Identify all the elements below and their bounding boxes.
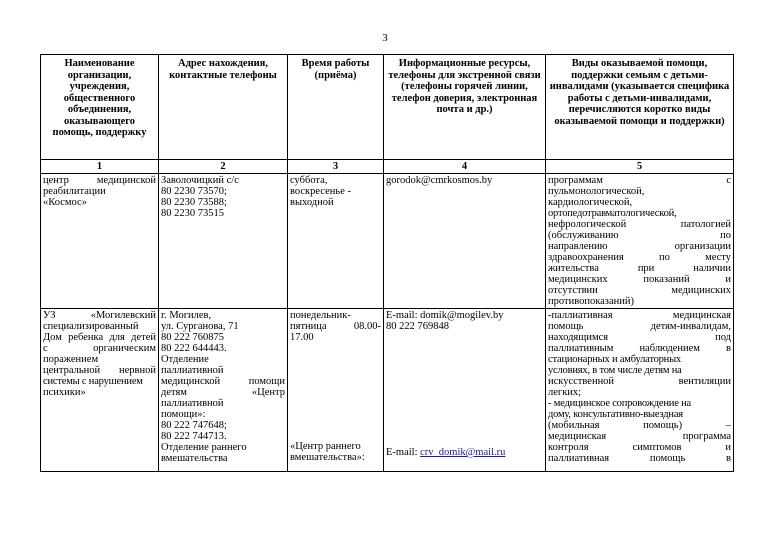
help-line: пульмонологической, [548, 186, 645, 197]
help-line: отсутствии медицинских [548, 285, 731, 296]
header-hours: Время работы (приёма) [288, 55, 384, 160]
help-line: (мобильная помощь) – [548, 420, 731, 431]
header-info-resources: Информационные ресурсы, телефоны для экстренной связи (телефоны горячей линии, телефон доверия, электронная почта и др.) [384, 55, 546, 160]
org-line: психики» [43, 387, 86, 398]
column-number: 4 [384, 160, 546, 174]
help-line: медицинская программа [548, 431, 731, 442]
email-link[interactable]: crv_domik@mail.ru [420, 447, 506, 458]
hours-line: понедельник- [290, 310, 351, 321]
address-line: паллиативной [161, 398, 224, 409]
help-line: дому, консультативно-выездная [548, 409, 683, 420]
info-email-label: E-mail: [386, 447, 421, 458]
address-line: детям «Центр [161, 387, 285, 398]
info-email-bottom [386, 447, 505, 458]
help-line: -паллиативная медицинская [548, 310, 731, 321]
header-organization: Наименование организации, учреждения, общественного объединения, оказывающего помощь, поддержку [41, 55, 159, 160]
help-line: условиях, в том числе детям на [548, 365, 682, 376]
help-line: кардиологической, [548, 197, 633, 208]
hours-line: воскресенье - [290, 186, 351, 197]
address-line: 80 2230 73515 [161, 208, 224, 219]
column-number: 1 [41, 160, 159, 174]
help-line: медицинских показаний и [548, 274, 731, 285]
help-line: программам с [548, 175, 731, 186]
address-line: Заволочицкий с/с [161, 175, 239, 186]
address-line: паллиативной [161, 365, 224, 376]
org-line: УЗ «Могилевский [43, 310, 156, 321]
address-line: вмешательства [161, 453, 228, 464]
org-line: центральной нервной [43, 365, 156, 376]
help-line: (обслуживанию по [548, 230, 731, 241]
hours-line: суббота, [290, 175, 328, 186]
help-line: паллиативная помощь в [548, 453, 731, 464]
org-cell [41, 309, 159, 472]
address-line: 80 222 644443. [161, 343, 227, 354]
org-line: центр медицинской [43, 175, 156, 186]
header-help-types: Виды оказываемой помощи, поддержки семьям с детьми-инвалидами (указывается специфика работы с детьми-инвалидами, перечисляются коротко виды оказываемой помощи и поддержки) [546, 55, 734, 160]
help-line: стационарных и амбулаторных [548, 354, 681, 365]
help-line: контроля симптомов и [548, 442, 731, 453]
hours-early-intervention: «Центр раннего вмешательства»: [290, 441, 365, 463]
help-line: находящимся под [548, 332, 731, 343]
assistance-table [40, 54, 734, 472]
help-line: легких; [548, 387, 582, 398]
org-line: с органическим [43, 343, 156, 354]
table-row [41, 174, 734, 309]
address-line: 80 2230 73588; [161, 197, 227, 208]
address-cell [159, 309, 288, 472]
org-line: «Космос» [43, 197, 87, 208]
help-line: паллиативным наблюдением в [548, 343, 731, 354]
hours-line: пятница 08.00- [290, 321, 381, 332]
address-line: помощи»: [161, 409, 206, 420]
column-number: 5 [546, 160, 734, 174]
help-cell [546, 174, 734, 309]
help-line: помощь детям-инвалидам, [548, 321, 731, 332]
info-email: gorodok@cmrkosmos.by [386, 175, 493, 186]
org-line: системы с нарушением [43, 376, 143, 387]
address-line: 80 222 760875 [161, 332, 224, 343]
org-line: Дом ребенка для детей [43, 332, 156, 343]
address-line: 80 222 744713. [161, 431, 227, 442]
info-phone: 80 222 769848 [386, 321, 449, 332]
address-line: Отделение раннего [161, 442, 247, 453]
hours-line: выходной [290, 197, 334, 208]
help-line: направлению организации [548, 241, 731, 252]
help-line: ортопедотравматологической, [548, 208, 677, 219]
help-line: противопоказаний) [548, 296, 634, 307]
address-line: ул. Сурганова, 71 [161, 321, 239, 332]
address-line: г. Могилев, [161, 310, 212, 321]
page-number: 3 [382, 32, 388, 44]
column-number: 2 [159, 160, 288, 174]
header-address: Адрес нахождения, контактные телефоны [159, 55, 288, 160]
info-email: E-mail: domik@mogilev.by [386, 310, 504, 321]
hours-cell [288, 309, 384, 472]
org-line: реабилитации [43, 186, 106, 197]
hours-line: 17.00 [290, 332, 314, 343]
help-line: здравоохранения по месту [548, 252, 731, 263]
help-line: жительства при наличии [548, 263, 731, 274]
help-line: искусственной вентиляции [548, 376, 731, 387]
address-line: Отделение [161, 354, 209, 365]
org-line: специализированный [43, 321, 139, 332]
column-number-row [41, 160, 734, 174]
address-line: 80 2230 73570; [161, 186, 227, 197]
hours-cell [288, 174, 384, 309]
header-row [41, 55, 734, 160]
help-cell [546, 309, 734, 472]
info-cell [384, 309, 546, 472]
table-row [41, 309, 734, 472]
org-cell [41, 174, 159, 309]
info-cell [384, 174, 546, 309]
org-line: поражением [43, 354, 99, 365]
address-line: 80 222 747648; [161, 420, 227, 431]
address-line: медицинской помощи [161, 376, 285, 387]
column-number: 3 [288, 160, 384, 174]
help-line: - медицинское сопровождение на [548, 398, 691, 409]
address-cell [159, 174, 288, 309]
help-line: нефрологической патологией [548, 219, 731, 230]
